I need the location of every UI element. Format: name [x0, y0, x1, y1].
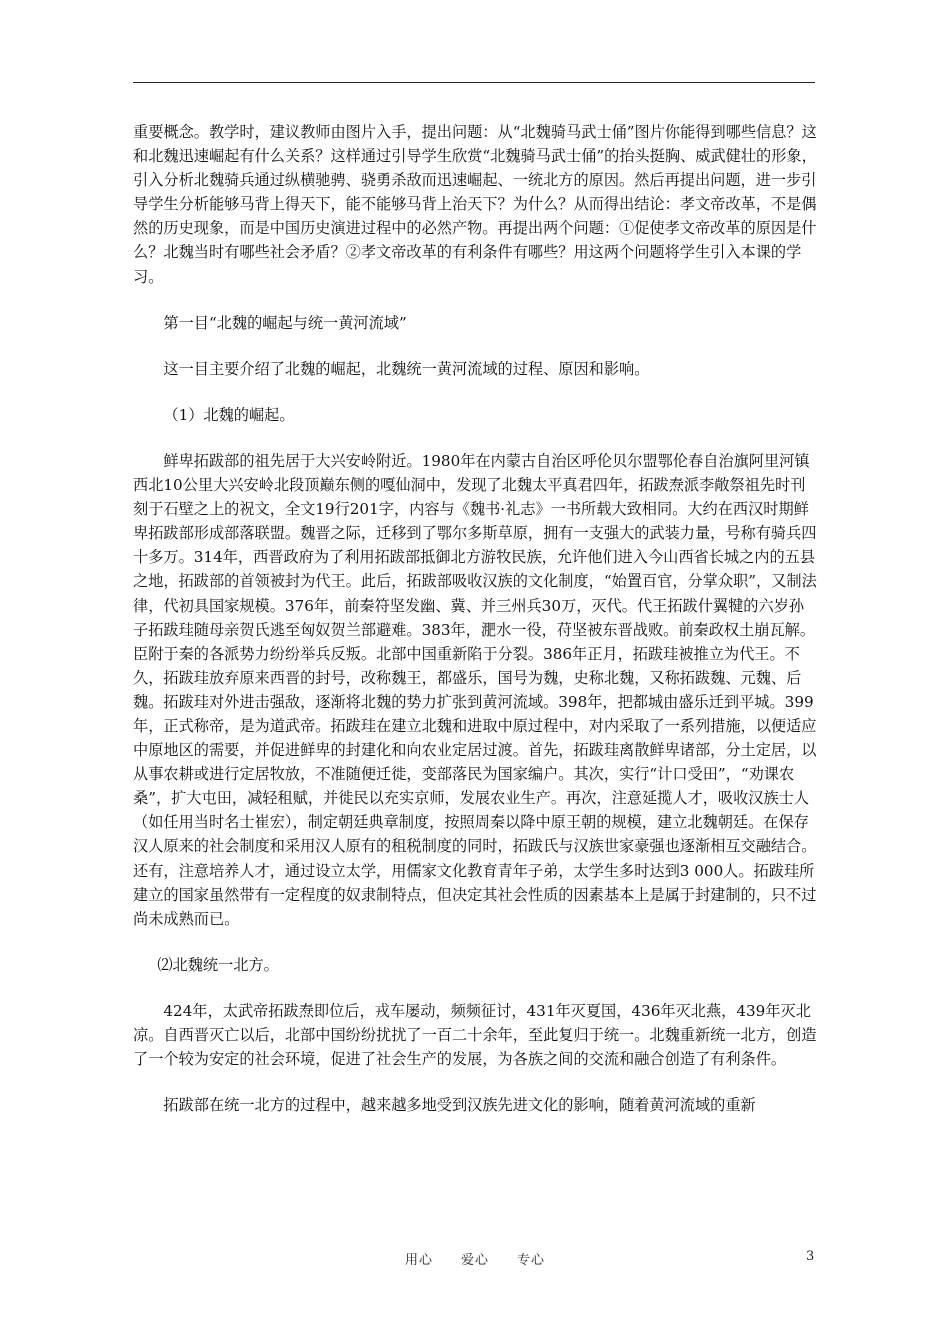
header-rule [133, 82, 815, 83]
section-heading-first: 第一目“北魏的崛起与统一黄河流域” [163, 313, 407, 332]
subheading-rise: （1）北魏的崛起。 [163, 405, 295, 424]
subheading-unification: ⑵北魏统一北方。 [157, 955, 279, 974]
page-number: 3 [806, 1249, 815, 1264]
page-body [133, 120, 818, 1117]
paragraph-rise: 鲜卑拓跋部的祖先居于大兴安岭附近。1980年在内蒙古自治区呼伦贝尔盟鄂伦春自治旗阿里河镇西北10公里大兴安岭北段顶巅东侧的嘎仙洞中，发现了北魏太平真君四年，拓跋焘派李敞祭祖先时刊刻于石壁之上的祝文，全文19行201字，内容与《魏书·礼志》一书所载大致相同。大约在西汉时期鲜卑拓跋部形成部落联盟。魏晋之际，迁移到了鄂尔多斯草原，拥有一支强大的武装力量，号称有骑兵四十多万。314年，西晋政府为了利用拓跋部抵御北方游牧民族，允许他们进入今山西省长城之内的五县之地，拓跋部的首领被封为代王。此后，拓跋部吸收汉族的文化制度，“始置百官，分掌众职”，又制法律，代初具国家规模。376年，前秦符坚发幽、冀、并三州兵30万，灭代。代王拓跋什翼犍的六岁孙子拓跋珪随母亲贺氏逃至匈奴贺兰部避难。383年，淝水一役，苻坚被东晋战败。前秦政权土崩瓦解。臣附于秦的各派势力纷纷举兵反叛。北部中国重新陷于分裂。386年正月，拓跋珪被推立为代王。不久，拓跋珪放弃原来西晋的封号，改称魏王，都盛乐，国号为魏，史称北魏，又称拓跋魏、元魏、后魏。拓跋珪对外进击强敌，逐渐将北魏的势力扩张到黄河流域。398年，把都城由盛乐迁到平城。399年，正式称帝，是为道武帝。拓跋珪在建立北魏和进取中原过程中，对内采取了一系列措施，以便适应中原地区的需要，并促进鲜卑的封建化和向农业定居过渡。首先，拓跋珪离散鲜卑诸部，分土定居，以从事农耕或进行定居牧放，不准随便迁徙，变部落民为国家编户。其次，实行“计口受田”，“劝课农桑”，扩大屯田，减轻租赋，并徙民以充实京师，发展农业生产。再次，注意延揽人才，吸收汉族士人（如任用当时名士崔宏），制定朝廷典章制度，按照周秦以降中原王朝的规模，建立北魏朝廷。在保存汉人原来的社会制度和采用汉人原有的租税制度的同时，拓跋氏与汉族世家豪强也逐渐相互交融结合。还有，注意培养人才，通过设立太学，用儒家文化教育青年子弟，太学生多时达到3 000人。拓跋珪所建立的国家虽然带有一定程度的奴隶制特点，但决定其社会性质的因素基本上是属于封建制的，只不过尚未成熟而已。 [133, 451, 817, 928]
paragraph-intro: 重要概念。教学时，建议教师由图片入手，提出问题：从“北魏骑马武士俑”图片你能得到哪些信息？这和北魏迅速崛起有什么关系？这样通过引导学生欣赏“北魏骑马武士俑”的抬头挺胸、威武健壮的形象，引入分析北魏骑兵通过纵横驰骋、骁勇杀敌而迅速崛起、一统北方的原因。然后再提出问题，进一步引导学生分析能够马背上得天下，能不能够马背上治天下？为什么？从而得出结论：孝文帝改革，不是偶然的历史现象，而是中国历史演进过程中的必然产物。再提出两个问题：①促使孝文帝改革的原因是什么？北魏当时有哪些社会矛盾？②孝文帝改革的有利条件有哪些？用这两个问题将学生引入本课的学习。 [133, 123, 817, 286]
paragraph-section-summary: 这一目主要介绍了北魏的崛起，北魏统一黄河流域的过程、原因和影响。 [163, 359, 650, 378]
paragraph-unification: 424年，太武帝拓跋焘即位后，戎车屡动，频频征讨，431年灭夏国，436年灭北燕，439年灭北凉。自西晋灭亡以后，北部中国纷纷扰扰了一百二十余年，至此复归于统一。北魏重新统一北方，创造了一个较为安定的社会环境，促进了社会生产的发展，为各族之间的交流和融合创造了有利条件。 [133, 1001, 817, 1069]
paragraph-continuation: 拓跋部在统一北方的过程中，越来越多地受到汉族先进文化的影响，随着黄河流域的重新 [163, 1096, 756, 1115]
footer-motto: 用心 爱心 专心 [404, 1253, 545, 1268]
